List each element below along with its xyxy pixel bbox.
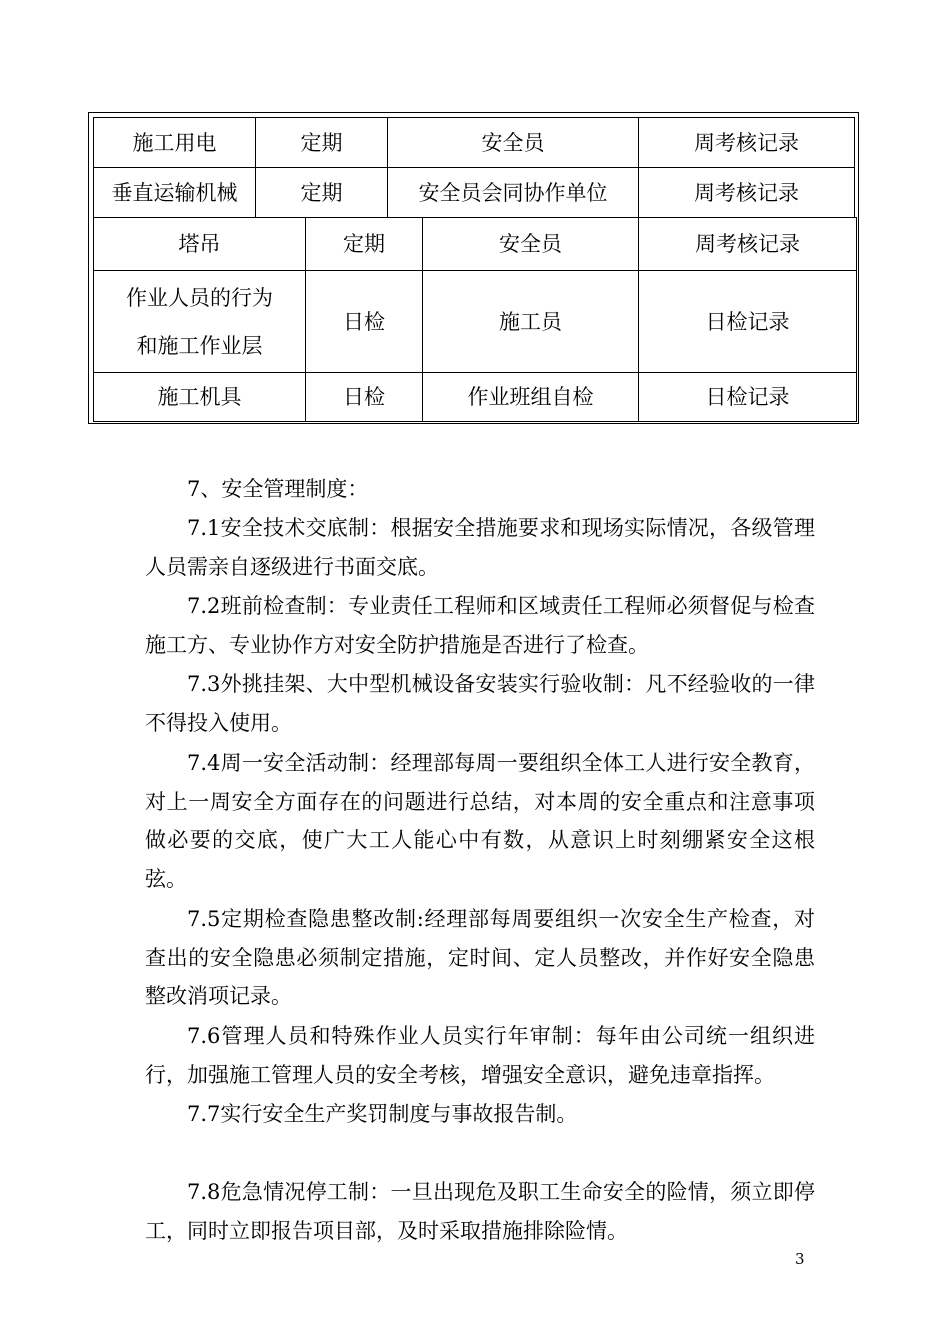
table-cell: 日检记录 — [638, 270, 857, 373]
section-heading: 7、安全管理制度： — [187, 477, 369, 501]
table-cell: 作业班组自检 — [422, 372, 639, 422]
table-cell: 日检 — [305, 270, 423, 373]
table-cell: 安全员 — [387, 117, 639, 168]
table-cell: 周考核记录 — [638, 167, 855, 218]
table-cell: 定期 — [255, 117, 388, 168]
table-cell: 施工员 — [422, 270, 639, 373]
paragraph: 7.1安全技术交底制：根据安全措施要求和现场实际情况，各级管理人员需亲自逐级进行书面交底。 — [145, 516, 815, 579]
table-cell: 塔吊 — [93, 217, 306, 271]
table-cell: 安全员会同协作单位 — [387, 167, 639, 218]
table-cell: 安全员 — [422, 217, 639, 271]
table-cell: 日检记录 — [638, 372, 857, 422]
table-cell: 周考核记录 — [638, 117, 855, 168]
paragraph: 7.5定期检查隐患整改制:经理部每周要组织一次安全生产检查，对查出的安全隐患必须制定措施，定时间、定人员整改，并作好安全隐患整改消项记录。 — [145, 907, 815, 1008]
paragraph: 7.8危急情况停工制：一旦出现危及职工生命安全的险情，须立即停工，同时立即报告项目部，及时采取措施排除险情。 — [145, 1180, 815, 1243]
paragraph: 7.2班前检查制：专业责任工程师和区域责任工程师必须督促与检查施工方、专业协作方对安全防护措施是否进行了检查。 — [145, 594, 815, 657]
cell-line: 作业人员的行为 — [126, 285, 273, 310]
table-cell: 施工用电 — [93, 117, 256, 168]
table-cell: 施工机具 — [93, 372, 306, 422]
table-cell: 日检 — [305, 372, 423, 422]
page-number: 3 — [795, 1250, 805, 1268]
table-cell: 定期 — [255, 167, 388, 218]
paragraph: 7.3外挑挂架、大中型机械设备安装实行验收制：凡不经验收的一律不得投入使用。 — [145, 672, 815, 735]
cell-line: 和施工作业层 — [136, 333, 263, 358]
paragraph: 7.6管理人员和特殊作业人员实行年审制：每年由公司统一组织进行，加强施工管理人员的安全考核，增强安全意识，避免违章指挥。 — [145, 1024, 815, 1087]
paragraph: 7.7实行安全生产奖罚制度与事故报告制。 — [187, 1102, 578, 1126]
paragraph: 7.4周一安全活动制：经理部每周一要组织全体工人进行安全教育，对上一周安全方面存在的问题进行总结，对本周的安全重点和注意事项做必要的交底，使广大工人能心中有数，从意识上时刻绷紧安全这根弦。 — [145, 751, 815, 891]
table-cell: 周考核记录 — [638, 217, 857, 271]
table-cell: 垂直运输机械 — [93, 167, 256, 218]
table-cell: 定期 — [305, 217, 423, 271]
table-cell — [93, 270, 306, 373]
